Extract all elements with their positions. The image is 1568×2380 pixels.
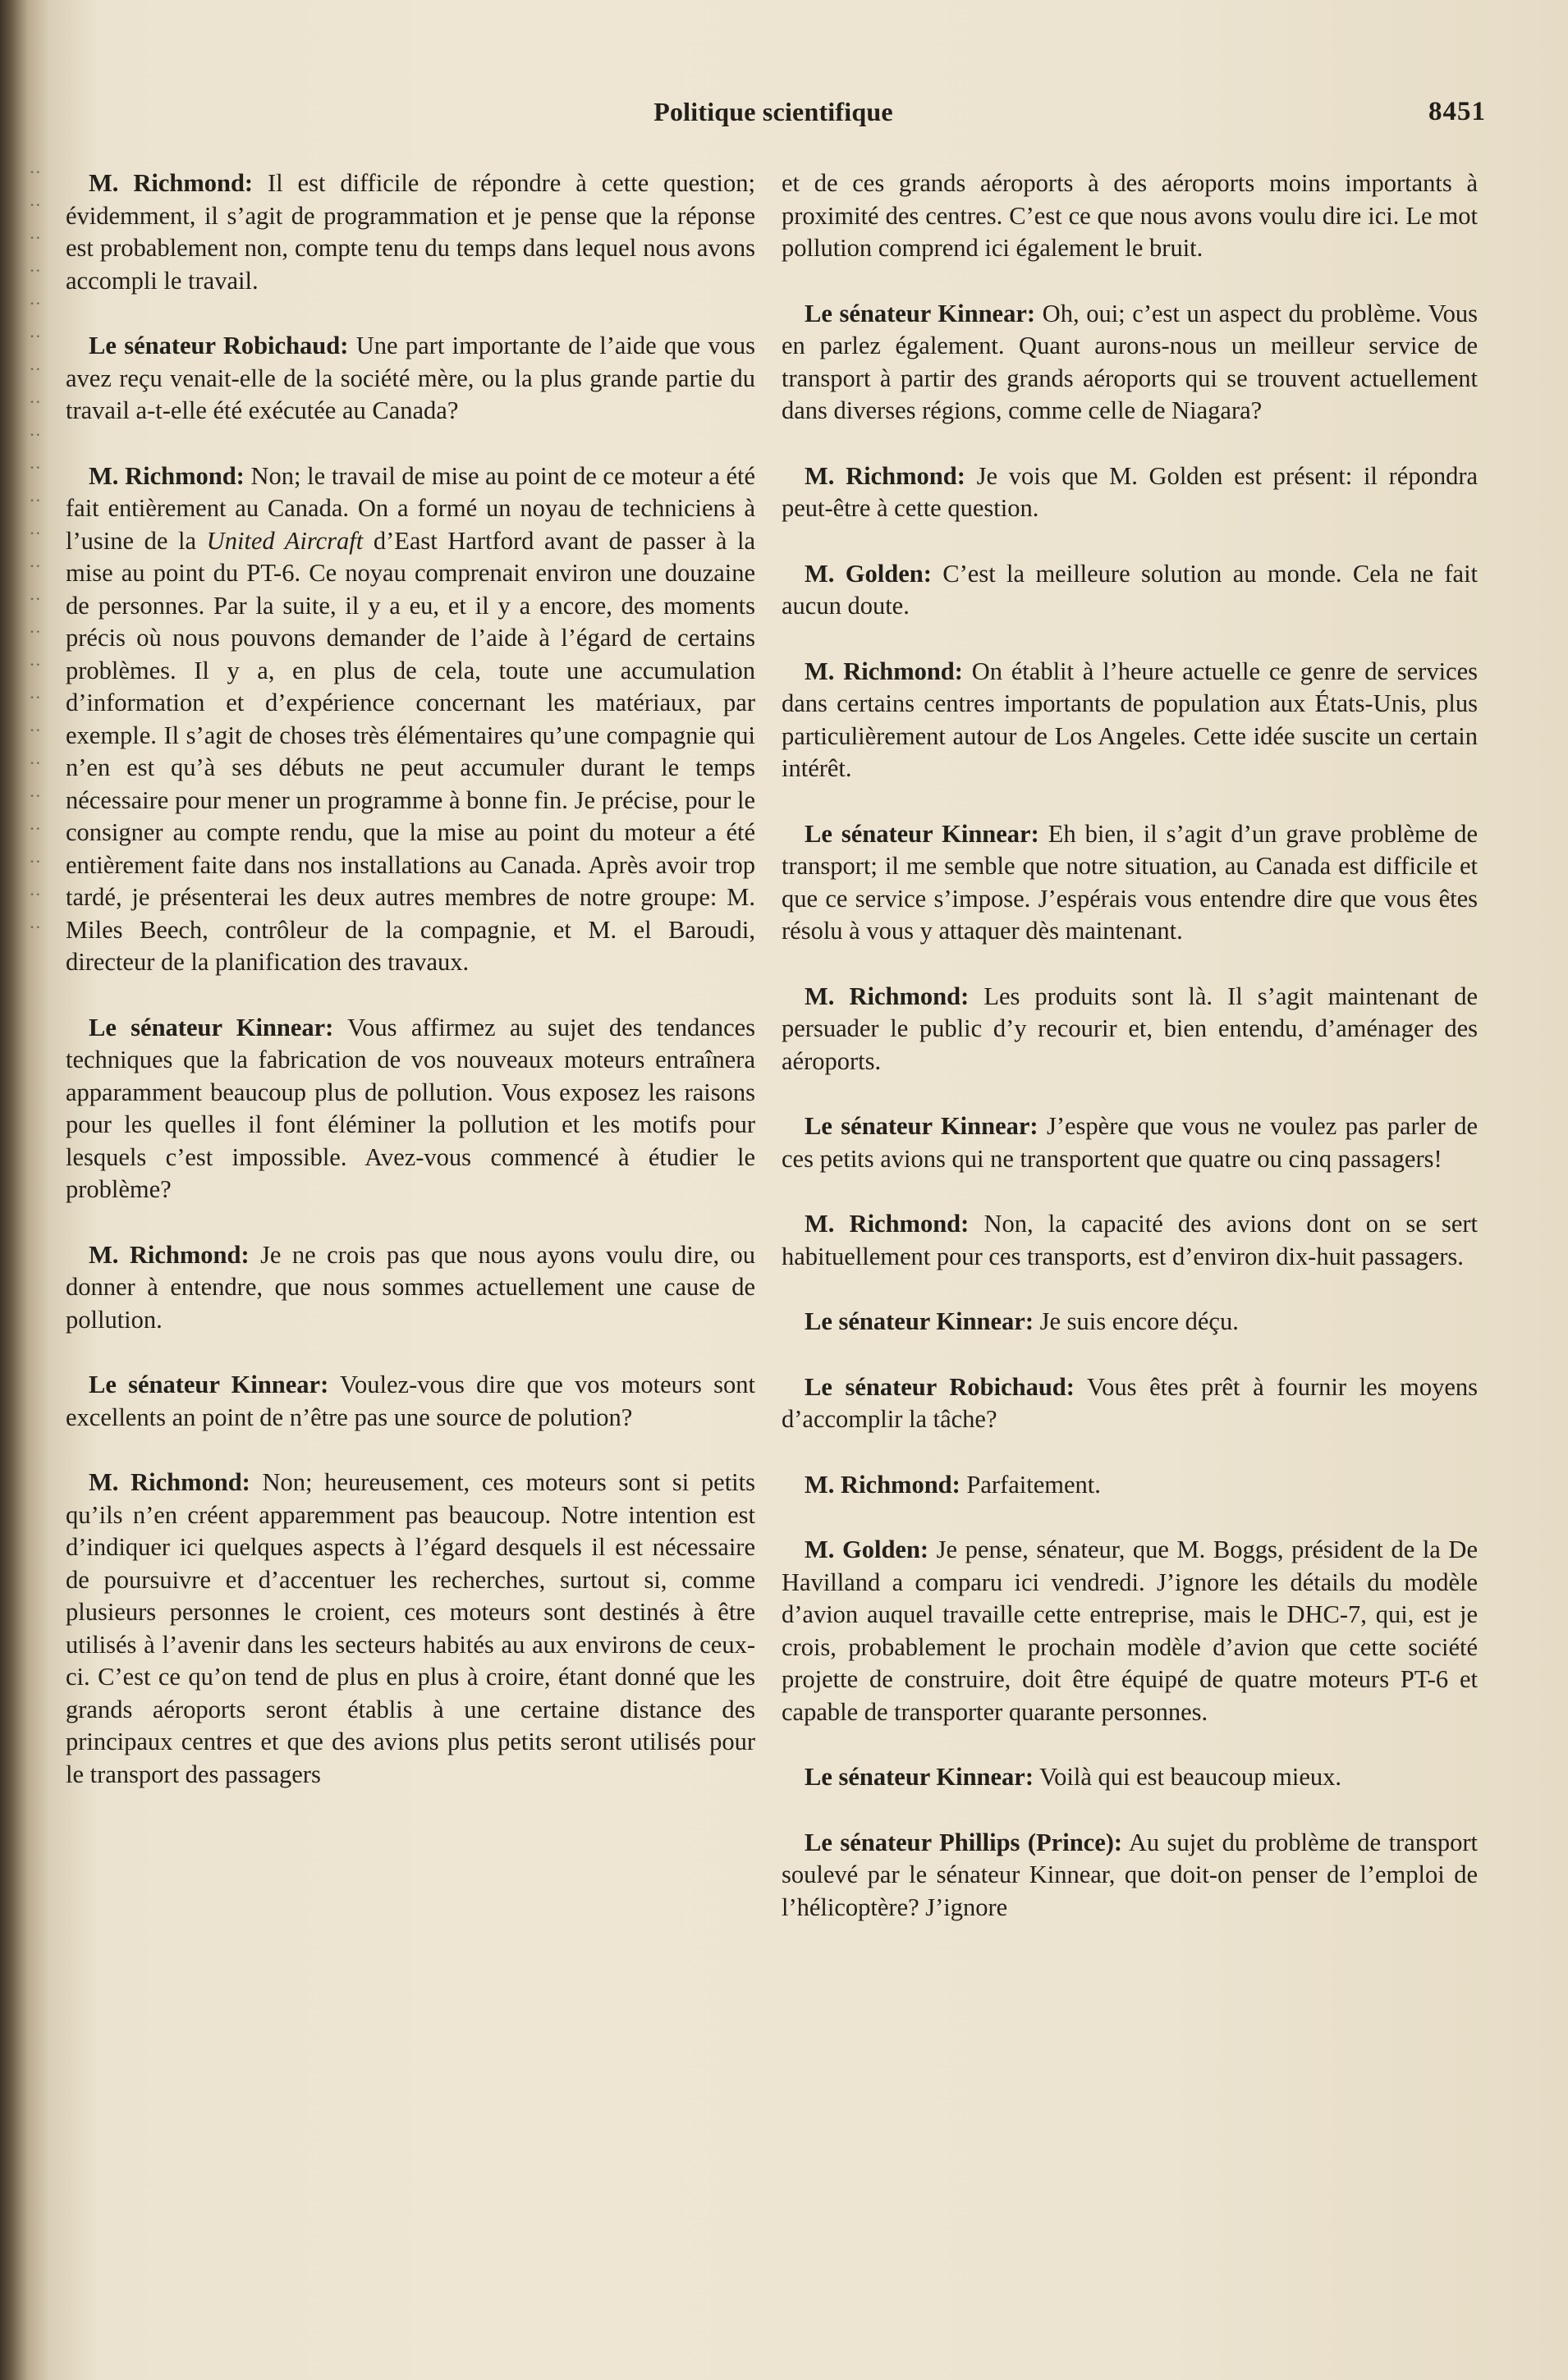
speaker-name: Le sénateur Phillips (Prince): <box>805 1828 1123 1856</box>
transcript-paragraph <box>782 981 1478 1078</box>
speaker-name: M. Golden: <box>805 559 932 588</box>
transcript-paragraph <box>782 1110 1478 1175</box>
page-header <box>0 97 1568 135</box>
speech-text: Eh bien, il s’agit d’un grave problème de transport; il me semble que notre situation, au Canada est difficile et que ce service s’impose. J’espérais vous entendre dire que vous êtes résolu à vous y attaquer dès maintenant. <box>782 819 1478 945</box>
company-name: United Aircraft <box>206 526 364 555</box>
speech-text: Une part importante de l’aide que vous avez reçu venait-elle de la société mère, ou la plus grande partie du travail a-t-elle été exécutée au Canada? <box>66 332 755 424</box>
speaker-name: Le sénateur Kinnear: <box>805 1112 1038 1140</box>
speaker-name: Le sénateur Robichaud: <box>89 332 349 359</box>
transcript-paragraph <box>782 1306 1478 1339</box>
speech-text: Les produits sont là. Il s’agit maintenant de persuader le public d’y recourir et, bien entendu, d’aménager des aéroports. <box>782 982 1479 1075</box>
speech-text: Parfaitement. <box>966 1470 1101 1499</box>
transcript-paragraph <box>782 1208 1478 1273</box>
transcript-paragraph <box>782 1534 1478 1728</box>
speech-text: Oh, oui; c’est un aspect du problème. Vous en parlez également. Quant aurons-nous un meilleur service de transport à partir des grands aéroports qui se trouvent actuellement dans diverses régions, comme celle de Niagara? <box>782 299 1478 424</box>
transcript-paragraph <box>782 818 1478 948</box>
running-title: Politique scientifique <box>653 97 893 126</box>
speaker-name: Le sénateur Kinnear: <box>805 819 1039 848</box>
speech-text: Voilà qui est beaucoup mieux. <box>1039 1763 1341 1791</box>
left-column <box>66 167 755 1824</box>
transcript-paragraph <box>66 1012 755 1206</box>
speaker-name: M. Richmond: <box>89 461 245 490</box>
speech-text: et de ces grands aéroports à des aéroports moins importants à proximité des centres. C’est ce que nous avons voulu dire ici. Le mot pollution comprend ici également le bruit. <box>782 169 1478 262</box>
speaker-name: Le sénateur Kinnear: <box>805 299 1036 327</box>
speaker-name: Le sénateur Robichaud: <box>805 1372 1075 1401</box>
speaker-name: M. Richmond: <box>805 1470 961 1499</box>
speech-text: Je pense, sénateur, que M. Boggs, président de la De Havilland a comparu ici vendredi. J’ignore les détails du modèle d’avion auquel travaille cette entreprise, mais le DHC-7, qui, est je crois, probablement le prochain modèle d’avion que cette société projette de construire, doit être équipé de quatre moteurs PT-6 et capable de transporter quarante personnes. <box>782 1536 1478 1726</box>
speech-text: Au sujet du problème de transport soulevé par le sénateur Kinnear, que doit-on penser de l’emploi de l’hélicoptère? J’ignore <box>782 1828 1478 1921</box>
transcript-paragraph <box>66 1369 755 1434</box>
speech-text: Il est difficile de répondre à cette question; évidemment, il s’agit de programmation et je pense que la réponse est probablement non, compte tenu du temps dans lequel nous avons accompli le travail. <box>66 169 755 295</box>
speech-text: Vous affirmez au sujet des tendances techniques que la fabrication de vos nouveaux moteurs entraînera apparamment beaucoup plus de pollution. Vous exposez les raisons pour les quelles il font éléminer la pollution et les motifs pour lesquels c’est impossible. Avez-vous commencé à étudier le problème? <box>66 1013 756 1203</box>
transcript-paragraph <box>66 460 755 979</box>
transcript-paragraph <box>66 330 755 428</box>
speaker-name: M. Richmond: <box>89 1468 250 1496</box>
speech-text: Non; le travail de mise au point de ce moteur a été fait entièrement au Canada. On a formé un noyau de techniciens à l’usine de la <box>66 461 755 555</box>
speaker-name: M. Richmond: <box>805 982 970 1010</box>
speech-text: Voulez-vous dire que vos moteurs sont excellents an point de n’être pas une source de polution? <box>66 1371 755 1431</box>
transcript-paragraph <box>782 1371 1478 1436</box>
transcript-paragraph-continued <box>782 167 1478 265</box>
speech-text: Je suis encore déçu. <box>1039 1307 1239 1335</box>
right-column <box>782 167 1478 1957</box>
transcript-paragraph <box>782 298 1478 428</box>
facing-page-bleed: ·· ·· ·· ·· ·· ·· ·· ·· ·· ·· ·· ·· ·· ·· ·· ·· ·· ·· ·· ·· ·· ·· ·· ·· <box>29 162 41 937</box>
speaker-name: M. Richmond: <box>89 169 254 197</box>
speaker-name: Le sénateur Kinnear: <box>805 1763 1034 1791</box>
speech-text: Non; heureusement, ces moteurs sont si petits qu’ils n’en créent apparemment pas beaucoup. Notre intention est d’indiquer ici quelques aspects à l’égard desquels il est nécessaire de poursuivre et d’accentuer les recherches, surtout si, comme plusieurs personnes le croient, ces moteurs sont destinés à être utilisés à l’avenir dans les secteurs habités au aux environs de ceux-ci. C’est ce qu’on tend de plus en plus à croire, étant donné que les grands aéroports seront établis à une certaine distance des principaux centres et que des avions plus petits seront utilisés pour le transport des passagers <box>66 1468 755 1788</box>
page-number: 8451 <box>1428 97 1486 126</box>
transcript-paragraph <box>66 167 755 297</box>
speech-text: Je vois que M. Golden est présent: il répondra peut-être à cette question. <box>782 461 1479 522</box>
transcript-paragraph <box>782 1827 1478 1925</box>
speaker-name: M. Golden: <box>805 1536 929 1563</box>
transcript-paragraph <box>782 1469 1478 1502</box>
speaker-name: M. Richmond: <box>805 461 965 490</box>
transcript-paragraph <box>782 558 1478 623</box>
speech-text: Vous êtes prêt à fournir les moyens d’accomplir la tâche? <box>782 1372 1478 1433</box>
speaker-name: Le sénateur Kinnear: <box>89 1371 329 1398</box>
transcript-paragraph <box>782 460 1478 525</box>
transcript-paragraph <box>66 1467 755 1791</box>
transcript-paragraph <box>66 1239 755 1337</box>
speaker-name: Le sénateur Kinnear: <box>89 1013 334 1041</box>
speaker-name: M. Richmond: <box>805 657 963 685</box>
speaker-name: M. Richmond: <box>805 1210 970 1238</box>
speech-text: C’est la meilleure solution au monde. Cela ne fait aucun doute. <box>782 559 1479 620</box>
speaker-name: Le sénateur Kinnear: <box>805 1307 1034 1335</box>
speech-text: Je ne crois pas que nous ayons voulu dire, ou donner à entendre, que nous sommes actuellement une cause de pollution. <box>66 1240 756 1334</box>
transcript-paragraph <box>782 656 1478 785</box>
speech-text: d’East Hartford avant de passer à la mise au point du PT-6. Ce noyau comprenait environ une douzaine de personnes. Par la suite, il y a eu, et il y a encore, des moments précis où nous pouvons demander de l’aide à l’égard de certains problèmes. Il y a, en plus de cela, toute une accumulation d’information et d’expérience concernant les matériaux, par exemple. Il s’agit de choses très élémentaires qu’une compagnie qui n’en est qu’à ses débuts ne peut accumuler durant le temps nécessaire pour mener un programme à bonne fin. Je précise, pour le consigner au compte rendu, que la mise au point du moteur a été entièrement faite dans nos installations au Canada. Après avoir trop tardé, je présenterai les deux autres membres de notre groupe: M. Miles Beech, contrôleur de la compagnie, et M. el Baroudi, directeur de la planification des travaux. <box>66 526 756 976</box>
speech-text: On établit à l’heure actuelle ce genre de services dans certains centres importants de population aux États-Unis, plus particulièrement autour de Los Angeles. Cette idée suscite un certain intérêt. <box>782 657 1478 782</box>
speech-text: J’espère que vous ne voulez pas parler de ces petits avions qui ne transportent que quatre ou cinq passagers! <box>782 1112 1479 1173</box>
speech-text: Non, la capacité des avions dont on se sert habituellement pour ces transports, est d’environ dix-huit passagers. <box>782 1210 1479 1270</box>
transcript-paragraph <box>782 1761 1478 1794</box>
speaker-name: M. Richmond: <box>89 1240 250 1269</box>
